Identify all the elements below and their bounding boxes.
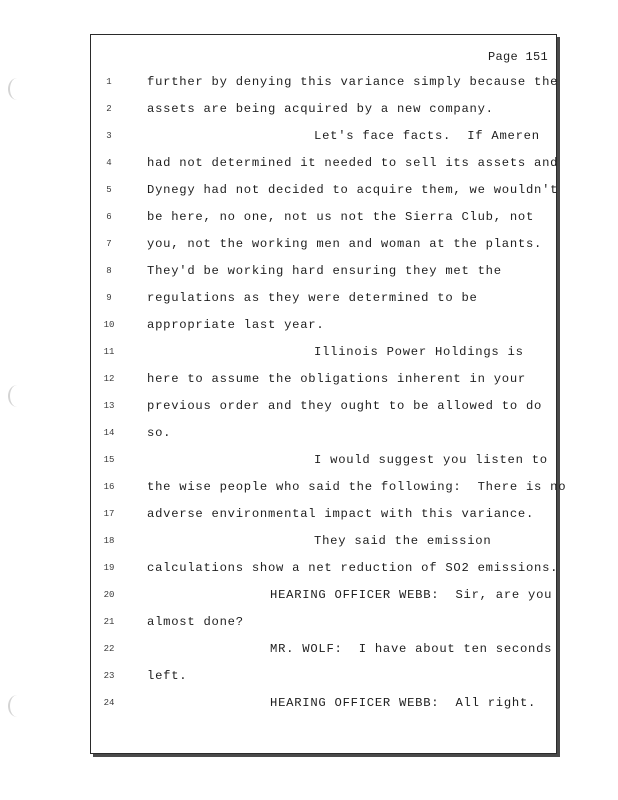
transcript-line: Let's face facts. If Ameren	[314, 129, 540, 143]
line-number: 19	[103, 563, 115, 573]
transcript-line: assets are being acquired by a new company.	[147, 102, 494, 116]
line-number: 6	[106, 212, 112, 222]
line-number: 21	[103, 617, 115, 627]
transcript-line: the wise people who said the following: There is no	[147, 480, 567, 494]
line-number: 13	[103, 401, 115, 411]
line-number: 14	[103, 428, 115, 438]
transcript-line: MR. WOLF: I have about ten seconds	[270, 642, 553, 656]
line-number: 20	[103, 590, 115, 600]
transcript-line: adverse environmental impact with this variance.	[147, 507, 535, 521]
transcript-line: you, not the working men and woman at the plants.	[147, 237, 543, 251]
line-number: 16	[103, 482, 115, 492]
transcript-line: Illinois Power Holdings is	[314, 345, 524, 359]
transcript-line: They'd be working hard ensuring they met the	[147, 264, 502, 278]
line-number: 10	[103, 320, 115, 330]
line-number: 4	[106, 158, 112, 168]
page-number: Page 151	[487, 50, 548, 64]
transcript-line: be here, no one, not us not the Sierra Club, not	[147, 210, 535, 224]
transcript-page	[90, 34, 567, 754]
transcript-line: HEARING OFFICER WEBB: Sir, are you	[270, 588, 553, 602]
line-number: 7	[106, 239, 112, 249]
line-number: 24	[103, 698, 115, 708]
line-number: 3	[106, 131, 112, 141]
line-number: 5	[106, 185, 112, 195]
hole-punch-mark-bottom	[8, 695, 26, 717]
line-number: 18	[103, 536, 115, 546]
transcript-line: here to assume the obligations inherent in your	[147, 372, 526, 386]
line-number: 23	[103, 671, 115, 681]
line-number: 1	[106, 77, 112, 87]
transcript-line: left.	[147, 669, 188, 683]
hole-punch-mark-top	[8, 78, 26, 100]
line-number: 2	[106, 104, 112, 114]
line-number: 12	[103, 374, 115, 384]
line-number: 15	[103, 455, 115, 465]
transcript-line: had not determined it needed to sell its assets and	[147, 156, 559, 170]
transcript-line: calculations show a net reduction of SO2 emissions.	[147, 561, 559, 575]
line-number: 11	[103, 347, 115, 357]
transcript-line: HEARING OFFICER WEBB: All right.	[270, 696, 537, 710]
transcript-line: previous order and they ought to be allowed to do	[147, 399, 543, 413]
hole-punch-mark-middle	[8, 385, 26, 407]
line-number: 17	[103, 509, 115, 519]
transcript-line: I would suggest you listen to	[314, 453, 548, 467]
transcript-line: almost done?	[147, 615, 244, 629]
transcript-line: They said the emission	[314, 534, 492, 548]
transcript-line: appropriate last year.	[147, 318, 325, 332]
transcript-line: regulations as they were determined to be	[147, 291, 478, 305]
transcript-line: so.	[147, 426, 172, 440]
transcript-line: further by denying this variance simply because the	[147, 75, 559, 89]
line-number: 22	[103, 644, 115, 654]
transcript-line: Dynegy had not decided to acquire them, we wouldn't	[147, 183, 559, 197]
line-number: 9	[106, 293, 112, 303]
line-number: 8	[106, 266, 112, 276]
